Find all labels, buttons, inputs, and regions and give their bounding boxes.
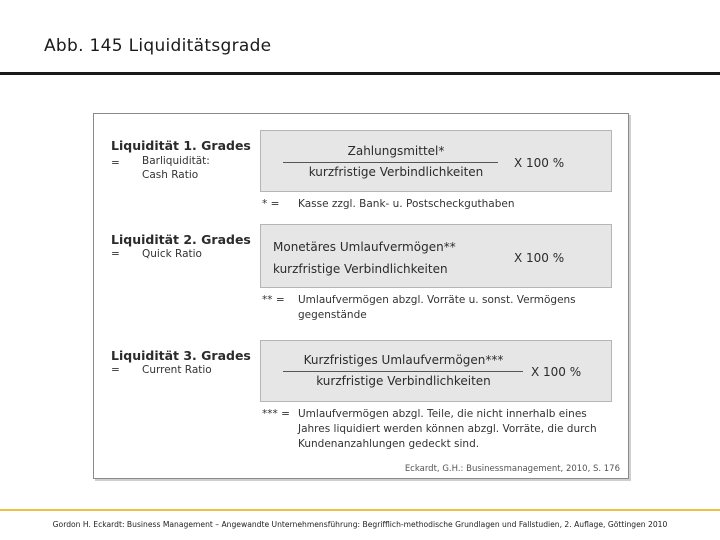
grade-3-note-line-1: Umlaufvermögen abzgl. Teile, die nicht innerhalb eines <box>298 408 587 420</box>
grade-2-formula-box <box>260 224 612 288</box>
grade-2-note-line-1: Umlaufvermögen abzgl. Vorräte u. sonst. Vermögens <box>298 294 576 306</box>
grade-3-note-line-3: Kundenanzahlungen gedeckt sind. <box>298 438 480 450</box>
page-title: Abb. 145 Liquiditätsgrade <box>44 36 272 56</box>
liquidity-figure <box>93 113 629 479</box>
grade-2-denominator: kurzfristige Verbindlichkeiten <box>273 262 448 276</box>
grade-3-fraction-line <box>283 371 523 372</box>
grade-2-eq: = <box>111 248 120 260</box>
grade-3-numerator: Kurzfristiges Umlaufvermögen*** <box>303 353 504 367</box>
grade-3-heading: Liquidität 3. Grades <box>111 348 251 363</box>
grade-2-note-mark: ** = <box>262 294 285 306</box>
footer-citation: Gordon H. Eckardt: Business Management – Angewandte Unternehmensführung: Begrifflich-methodische Grundlagen und Fallstudien, 2. Auflage, Göttingen 2010 <box>52 520 668 529</box>
grade-1-alt-name-1: Barliquidität: <box>142 155 210 167</box>
figure-source: Eckardt, G.H.: Businessmanagement, 2010, S. 176 <box>404 464 620 474</box>
grade-1-denominator: kurzfristige Verbindlichkeiten <box>308 165 484 179</box>
grade-3-multiplier: X 100 % <box>531 365 582 379</box>
grade-1-alt-name-2: Cash Ratio <box>142 169 199 181</box>
grade-3-denominator: kurzfristige Verbindlichkeiten <box>316 374 491 388</box>
grade-1-fraction-line <box>283 162 498 163</box>
grade-1-heading: Liquidität 1. Grades <box>111 138 251 153</box>
grade-1-formula-box <box>260 130 612 192</box>
grade-3-formula-box <box>260 340 612 402</box>
grade-2-alt-name-1: Quick Ratio <box>142 248 202 260</box>
grade-3-eq: = <box>111 364 120 376</box>
grade-1-eq: = <box>111 157 120 169</box>
title-divider <box>0 72 720 75</box>
grade-1-note-mark: * = <box>262 198 280 210</box>
grade-2-note-line-2: gegenstände <box>298 309 367 321</box>
grade-1-numerator: Zahlungsmittel* <box>347 144 445 158</box>
grade-2-multiplier: X 100 % <box>514 251 565 265</box>
grade-3-note-mark: *** = <box>262 408 290 420</box>
grade-2-heading: Liquidität 2. Grades <box>111 232 251 247</box>
grade-1-multiplier: X 100 % <box>514 156 565 170</box>
grade-1-note-line-1: Kasse zzgl. Bank- u. Postscheckguthaben <box>298 198 515 210</box>
grade-2-numerator: Monetäres Umlaufvermögen** <box>273 240 456 254</box>
grade-3-note-line-2: Jahres liquidiert werden können abzgl. Vorräte, die durch <box>298 423 597 435</box>
grade-3-alt-name-1: Current Ratio <box>142 364 212 376</box>
footer-divider <box>0 509 720 511</box>
